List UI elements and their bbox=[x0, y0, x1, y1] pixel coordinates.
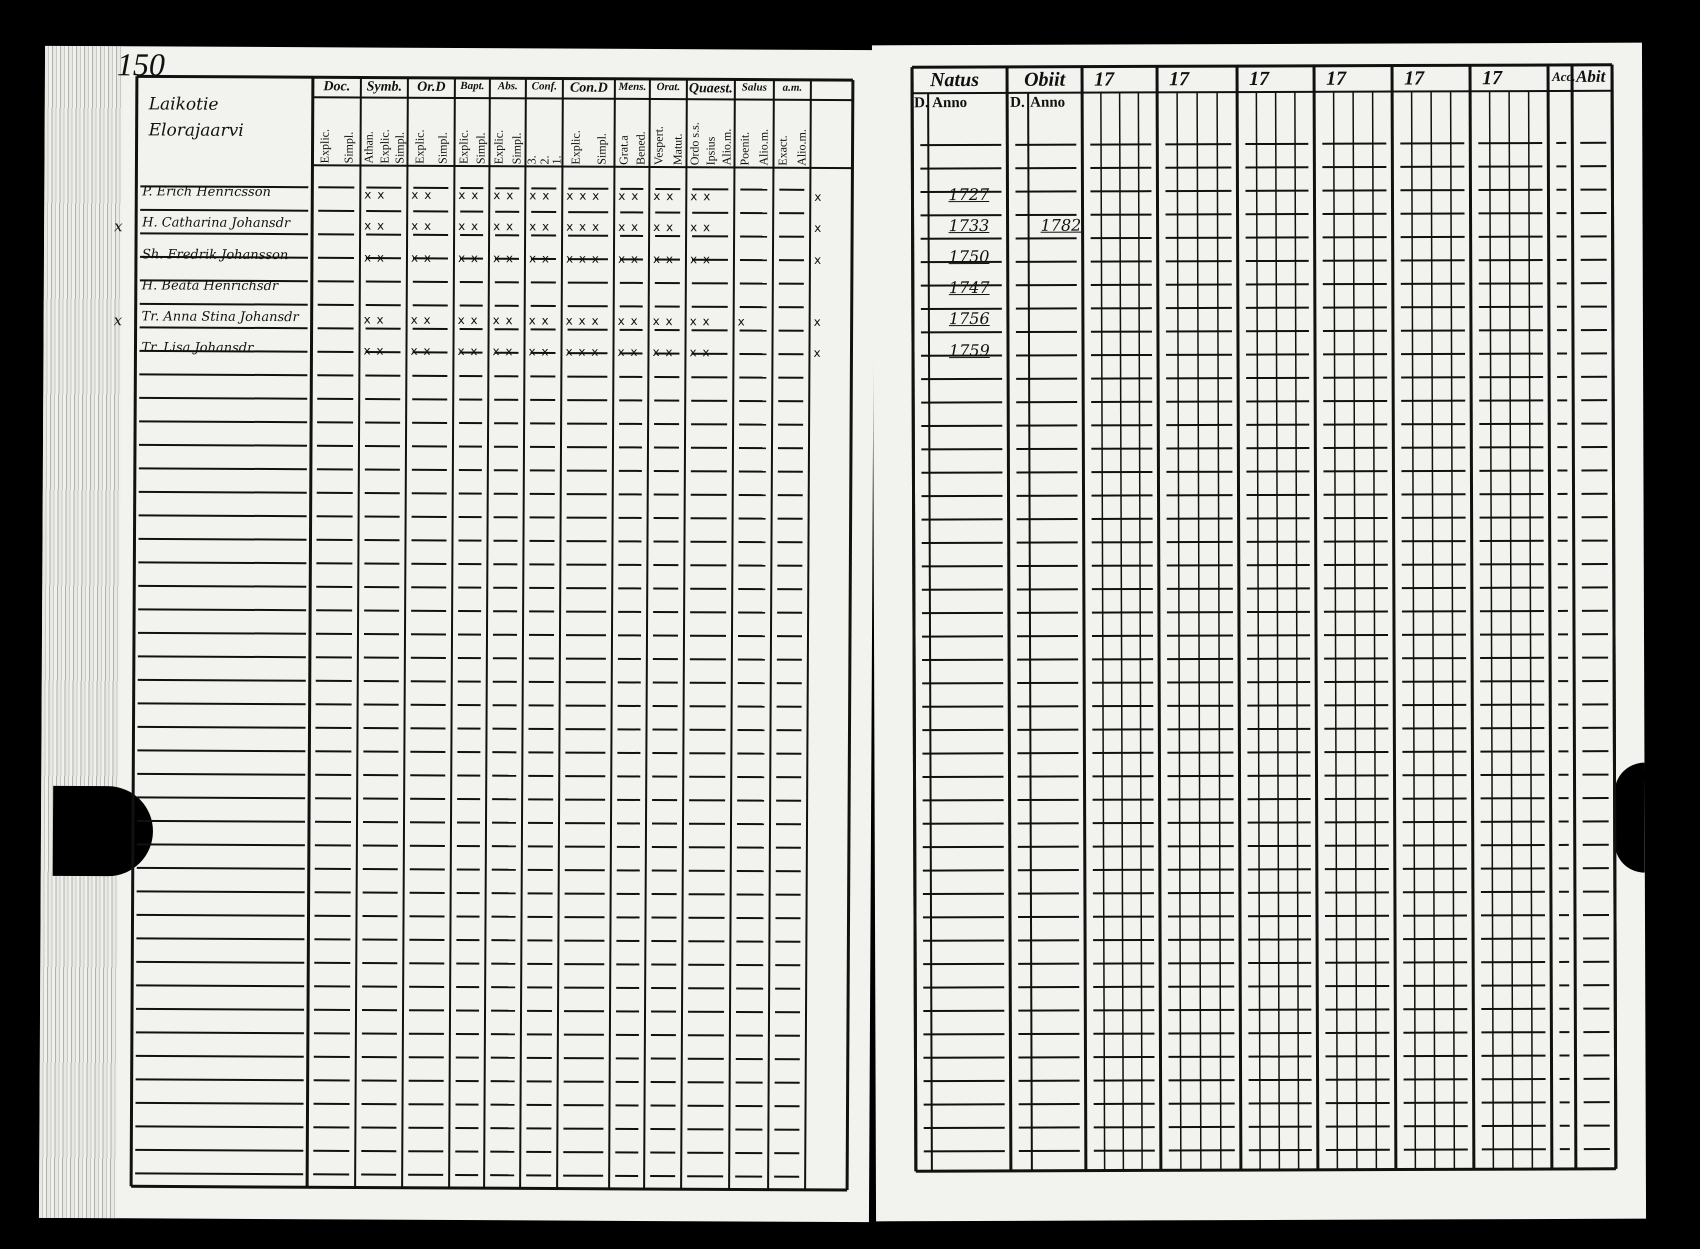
header-divider bbox=[912, 91, 1612, 93]
catechism-mark: x x bbox=[458, 188, 480, 203]
column-header: Orat. bbox=[656, 81, 681, 94]
column-line bbox=[1082, 67, 1086, 1171]
row-rule bbox=[138, 539, 306, 540]
catechism-mark: x x x bbox=[566, 219, 601, 234]
catechism-mark: x x bbox=[363, 312, 385, 327]
header-bottom-line bbox=[312, 165, 852, 168]
table-bottom-border bbox=[131, 1186, 847, 1190]
row-rule bbox=[140, 233, 308, 234]
birth-year: 1733 bbox=[948, 216, 990, 236]
death-year: 1782 bbox=[1040, 215, 1082, 235]
catechism-mark: x x bbox=[493, 219, 515, 234]
column-subheader: 1. bbox=[549, 155, 564, 165]
catechism-mark: x x bbox=[617, 313, 639, 328]
column-line bbox=[1612, 65, 1616, 1169]
column-line bbox=[1314, 66, 1318, 1170]
row-rule bbox=[136, 962, 304, 963]
column-subheader: Vespert. bbox=[651, 126, 666, 166]
column-header: Mens. bbox=[618, 80, 647, 93]
natus-header: Natus bbox=[930, 68, 980, 92]
row-rule bbox=[137, 915, 305, 916]
column-line bbox=[1197, 92, 1201, 1170]
column-line bbox=[1101, 93, 1105, 1171]
column-line bbox=[520, 78, 526, 1188]
birth-year: 1747 bbox=[948, 278, 990, 298]
catechism-mark: x bbox=[813, 314, 822, 329]
row-rule bbox=[138, 586, 306, 587]
row-rule bbox=[136, 938, 304, 939]
year-header: 17 bbox=[1326, 67, 1347, 90]
column-subheader: 2. bbox=[536, 155, 552, 165]
row-rule bbox=[136, 1103, 304, 1104]
row-rule bbox=[138, 703, 306, 704]
row-rule bbox=[137, 821, 305, 822]
catechism-mark: x x bbox=[529, 219, 551, 234]
catechism-mark: x x bbox=[364, 218, 386, 233]
column-line bbox=[1237, 66, 1241, 1170]
column-subheader: Explic. bbox=[568, 130, 583, 165]
column-line bbox=[1470, 65, 1474, 1169]
column-line bbox=[1392, 66, 1396, 1170]
column-subheader: Ordo s.s. bbox=[687, 122, 702, 166]
row-rule bbox=[138, 562, 306, 563]
catechism-mark: x x bbox=[457, 250, 480, 265]
column-line bbox=[1451, 91, 1455, 1169]
row-rule bbox=[137, 868, 305, 869]
column-header: Salus bbox=[741, 81, 767, 94]
catechism-mark: x x bbox=[363, 250, 386, 265]
column-header: Bapt. bbox=[460, 80, 485, 93]
row-rule bbox=[135, 1126, 303, 1127]
natus-day-subheader: D. bbox=[914, 95, 929, 112]
row-rule bbox=[137, 797, 305, 798]
row-rule bbox=[135, 1173, 303, 1174]
column-subheader: Explic. bbox=[376, 129, 392, 164]
table-left-border bbox=[131, 76, 137, 1186]
year-header: 17 bbox=[1482, 67, 1503, 90]
catechism-mark: x x bbox=[457, 313, 479, 328]
person-name: Sh. Fredrik Johansson bbox=[141, 246, 289, 263]
column-line bbox=[1373, 92, 1377, 1170]
row-rule bbox=[140, 210, 308, 211]
row-rule bbox=[139, 374, 307, 375]
row-rule bbox=[138, 633, 306, 634]
column-line bbox=[644, 79, 650, 1189]
row-rule bbox=[139, 468, 307, 469]
accessit-header: Acc. bbox=[1552, 68, 1576, 84]
column-line bbox=[1295, 92, 1299, 1170]
column-line bbox=[1548, 65, 1552, 1169]
catechism-mark: x x bbox=[492, 313, 514, 328]
column-subheader: Explic. bbox=[456, 129, 471, 165]
catechism-mark: x x x bbox=[565, 344, 600, 360]
column-subheader: 3. bbox=[524, 155, 539, 165]
catechism-mark: x x bbox=[411, 187, 433, 202]
year-header: 17 bbox=[1404, 67, 1425, 90]
column-line bbox=[768, 80, 774, 1190]
column-subheader: Simpl. bbox=[473, 132, 488, 165]
obiit-header: Obiit bbox=[1024, 68, 1066, 91]
table-top-border bbox=[912, 65, 1612, 67]
year-header: 17 bbox=[1169, 68, 1190, 91]
column-subheader: Simpl. bbox=[594, 133, 609, 165]
column-header: Doc. bbox=[323, 79, 351, 95]
column-line bbox=[1431, 91, 1435, 1169]
page-number: 150 bbox=[116, 46, 166, 83]
catechism-mark: x x bbox=[410, 344, 432, 359]
row-rule bbox=[138, 609, 306, 610]
row-rule bbox=[137, 844, 305, 845]
column-subheader: Exact. bbox=[775, 135, 790, 166]
catechism-mark: x x bbox=[690, 189, 712, 204]
row-rule bbox=[137, 750, 305, 751]
column-subheader: Bened. bbox=[633, 131, 648, 165]
abiit-header: Abit bbox=[1576, 66, 1606, 86]
catechism-mark: x x bbox=[652, 345, 674, 360]
entry-margin-mark: x bbox=[113, 311, 123, 330]
column-line bbox=[557, 79, 563, 1189]
row-rule bbox=[136, 1079, 304, 1080]
catechism-mark: x x bbox=[458, 219, 480, 234]
column-line bbox=[928, 93, 932, 1171]
catechism-mark: x x bbox=[652, 251, 675, 266]
right-page bbox=[872, 43, 1646, 1222]
column-header: Or.D bbox=[417, 79, 446, 95]
column-subheader: Ipsius bbox=[703, 136, 718, 166]
column-line bbox=[1509, 91, 1513, 1169]
row-rule bbox=[136, 1009, 304, 1010]
row-rule bbox=[137, 891, 305, 892]
column-subheader: Simpl. bbox=[435, 132, 450, 164]
catechism-mark: x x bbox=[528, 313, 550, 328]
catechism-mark: x x bbox=[411, 219, 433, 234]
catechism-mark: x x bbox=[617, 251, 640, 266]
column-subheader: Grat.a bbox=[616, 135, 631, 165]
row-rule bbox=[135, 1150, 303, 1151]
column-line bbox=[912, 67, 916, 1171]
row-rule bbox=[139, 515, 307, 516]
table-right-border bbox=[847, 80, 853, 1190]
column-header: Con.D bbox=[569, 80, 608, 96]
row-rule bbox=[139, 398, 307, 399]
column-line bbox=[1490, 91, 1494, 1169]
catechism-mark: x x bbox=[652, 314, 674, 329]
column-line bbox=[1572, 65, 1576, 1169]
catechism-mark: x bbox=[737, 314, 746, 329]
entry-margin-mark: x bbox=[114, 217, 123, 236]
row-rule bbox=[139, 421, 307, 422]
catechism-mark: x x bbox=[689, 314, 711, 329]
catechism-mark: x x bbox=[689, 251, 712, 266]
catechism-mark: x x bbox=[528, 250, 551, 265]
catechism-mark: x x bbox=[363, 343, 385, 358]
person-name: H. Catharina Johansdr bbox=[142, 215, 291, 232]
column-line bbox=[805, 80, 811, 1190]
catechism-mark: x x bbox=[410, 250, 433, 265]
birth-year: 1756 bbox=[948, 309, 990, 329]
catechism-mark: x x bbox=[492, 344, 514, 359]
column-line bbox=[402, 78, 408, 1188]
column-line bbox=[1138, 92, 1142, 1170]
register-title-line: Laikotie bbox=[148, 94, 219, 115]
column-line bbox=[307, 77, 313, 1187]
row-rule bbox=[136, 1032, 304, 1033]
catechism-mark: x x bbox=[492, 250, 515, 265]
column-line bbox=[1157, 66, 1161, 1170]
column-header: a.m. bbox=[782, 81, 803, 94]
column-line bbox=[1353, 92, 1357, 1170]
catechism-mark: x bbox=[814, 221, 823, 236]
column-subheader: Explic. bbox=[491, 129, 506, 165]
column-line bbox=[1276, 92, 1280, 1170]
catechism-mark: x bbox=[813, 252, 823, 267]
row-rule bbox=[138, 727, 306, 728]
year-header: 17 bbox=[1094, 68, 1115, 91]
person-name: H. Beata Henrichsdr bbox=[141, 278, 279, 294]
column-line bbox=[1217, 92, 1221, 1170]
catechism-mark: x bbox=[813, 346, 822, 361]
column-subheader: Alio.m. bbox=[794, 129, 809, 166]
catechism-mark: x x x bbox=[565, 313, 600, 328]
row-rule bbox=[139, 492, 307, 493]
row-rule bbox=[137, 774, 305, 775]
person-name: Tr. Anna Stina Johansdr bbox=[141, 309, 299, 326]
row-rule bbox=[136, 985, 304, 986]
column-header: Symb. bbox=[366, 79, 403, 95]
column-line bbox=[355, 77, 361, 1187]
column-header: Quaest. bbox=[688, 81, 733, 97]
left-page bbox=[39, 46, 875, 1222]
person-name: P. Erich Henricsson bbox=[142, 184, 271, 201]
row-rule bbox=[139, 445, 307, 446]
column-subheader: Explic. bbox=[317, 128, 332, 164]
column-subheader: Simpl. bbox=[341, 131, 356, 164]
catechism-mark: x x bbox=[493, 188, 515, 203]
column-subheader: Simpl. bbox=[509, 132, 524, 165]
catechism-mark: x x bbox=[653, 189, 675, 204]
column-header: Abs. bbox=[497, 80, 518, 93]
catechism-mark: x x bbox=[528, 344, 550, 359]
column-subheader: Poenit. bbox=[737, 131, 752, 166]
birth-year: 1750 bbox=[948, 247, 990, 267]
column-line bbox=[1120, 92, 1124, 1170]
catechism-mark: x x bbox=[618, 220, 640, 235]
catechism-mark: x x x bbox=[565, 251, 600, 266]
row-rule bbox=[138, 656, 306, 657]
catechism-mark: x x x bbox=[566, 188, 601, 203]
column-subheader: Explic. bbox=[412, 129, 427, 164]
column-line bbox=[1007, 67, 1011, 1171]
column-line bbox=[484, 78, 490, 1188]
column-line bbox=[609, 79, 615, 1189]
column-line bbox=[449, 78, 455, 1188]
column-line bbox=[1412, 91, 1416, 1169]
catechism-mark: x x bbox=[529, 188, 551, 203]
column-line bbox=[1177, 92, 1181, 1170]
obiit-year-subheader: Anno bbox=[1030, 94, 1066, 111]
column-subheader: Alio.m. bbox=[756, 128, 771, 166]
column-header: Conf. bbox=[531, 80, 558, 93]
catechism-mark: x bbox=[814, 189, 823, 204]
year-header: 17 bbox=[1249, 67, 1270, 91]
column-line bbox=[1334, 92, 1338, 1170]
catechism-mark: x x bbox=[653, 220, 675, 235]
column-line bbox=[1028, 93, 1032, 1171]
catechism-mark: x x bbox=[410, 312, 432, 327]
row-rule bbox=[138, 680, 306, 681]
birth-year: 1727 bbox=[948, 184, 990, 205]
column-subheader: Simpl. bbox=[392, 131, 407, 164]
obiit-day-subheader: D. bbox=[1010, 94, 1025, 111]
column-line bbox=[729, 79, 735, 1189]
column-subheader: Alio.m. bbox=[719, 128, 734, 166]
catechism-mark: x x bbox=[689, 345, 711, 360]
table-bottom-border bbox=[916, 1169, 1616, 1171]
register-title-line: Elorajaarvi bbox=[148, 120, 244, 141]
natus-year-subheader: Anno bbox=[932, 95, 968, 112]
catechism-mark: x x bbox=[364, 187, 386, 202]
column-line bbox=[1529, 91, 1533, 1169]
column-subheader: Matut. bbox=[670, 133, 685, 166]
catechism-mark: x x bbox=[690, 220, 712, 235]
catechism-mark: x x bbox=[457, 344, 479, 359]
column-subheader: Athan. bbox=[361, 131, 376, 164]
catechism-mark: x x bbox=[617, 345, 639, 360]
birth-year: 1759 bbox=[948, 340, 990, 360]
row-rule bbox=[140, 327, 308, 328]
column-line bbox=[681, 79, 687, 1189]
catechism-mark: x x bbox=[618, 188, 640, 203]
row-rule bbox=[140, 304, 308, 305]
row-rule bbox=[136, 1056, 304, 1057]
column-line bbox=[1256, 92, 1260, 1170]
person-name: Tr. Lisa Johansdr bbox=[141, 340, 254, 357]
